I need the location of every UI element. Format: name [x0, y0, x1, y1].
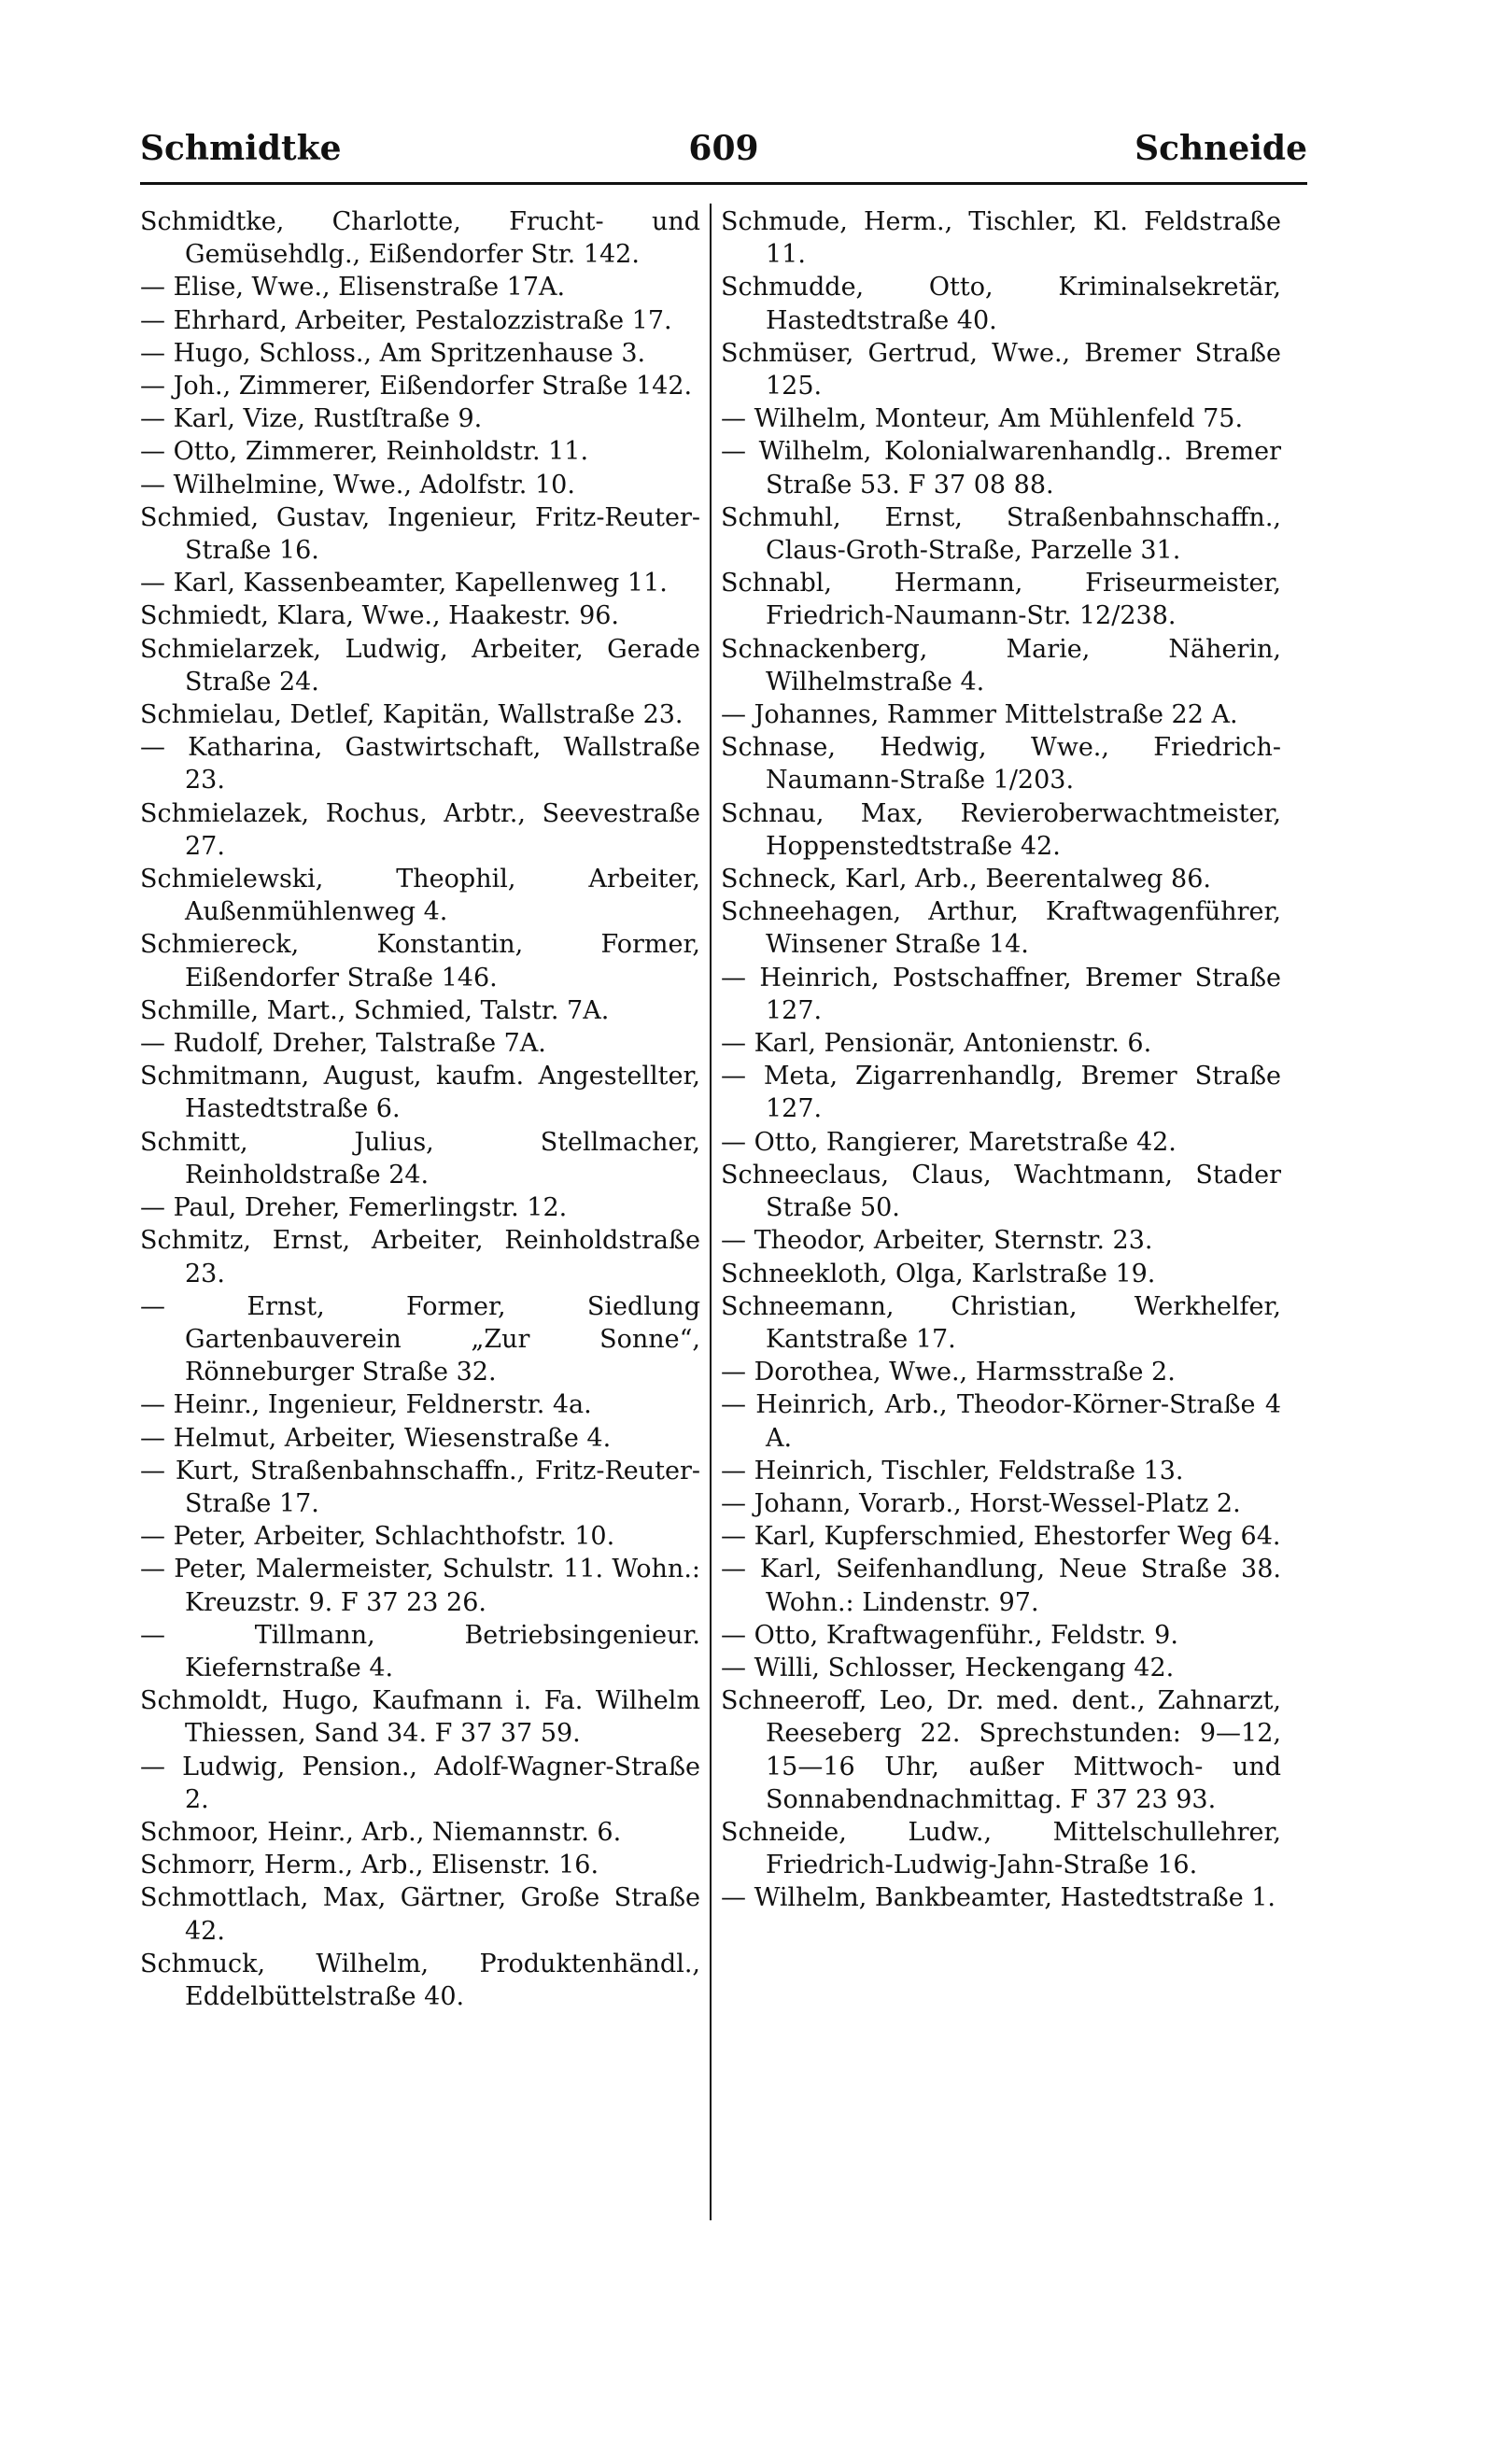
directory-entry: — Otto, Rangierer, Maretstraße 42.: [721, 1127, 1177, 1157]
directory-entry: — Paul, Dreher, Femerlingstr. 12.: [140, 1193, 568, 1223]
header-first-name: Schmidtke: [140, 129, 342, 168]
directory-entry: — Wilhelm, Monteur, Am Mühlenfeld 75.: [721, 404, 1244, 434]
directory-entry: Schneeroff, Leo, Dr. med. dent., Zahnarzt, Reeseberg 22. Sprechstunden: 9—12, 15—16 Uhr, außer Mittwoch- und Sonnabendnachmittag. F 37 23 93.: [721, 1686, 1281, 1814]
directory-entry: — Karl, Vize, Rustſtraße 9.: [140, 404, 483, 434]
directory-entry: — Dorothea, Wwe., Harmsstraße 2.: [721, 1358, 1176, 1387]
right-column: [721, 205, 1281, 1915]
directory-entry: — Otto, Kraftwagenführ., Feldstr. 9.: [721, 1620, 1178, 1650]
directory-entry: — Otto, Zimmerer, Reinholdstr. 11.: [140, 437, 589, 467]
directory-entry: — Katharina, Gastwirtschaft, Wallstraße 23.: [140, 733, 700, 796]
directory-entry: Schmuck, Wilhelm, Produktenhändl., Eddelbüttelstraße 40.: [140, 1949, 700, 2011]
directory-entry: — Rudolf, Dreher, Talstraße 7A.: [140, 1029, 546, 1059]
directory-entry: Schmudde, Otto, Kriminalsekretär, Hastedtstraße 40.: [721, 273, 1281, 335]
directory-entry: Schmitz, Ernst, Arbeiter, Reinholdstraße 23.: [140, 1226, 700, 1288]
directory-entry: Schmoldt, Hugo, Kaufmann i. Fa. Wilhelm Thiessen, Sand 34. F 37 37 59.: [140, 1686, 700, 1749]
page-number: 609: [688, 129, 759, 168]
directory-entry: Schmidtke, Charlotte, Frucht- und Gemüsehdlg., Eißendorfer Str. 142.: [140, 207, 700, 270]
directory-entry: — Joh., Zimmerer, Eißendorfer Straße 142.: [140, 372, 693, 401]
directory-entry: Schmorr, Herm., Arb., Elisenstr. 16.: [140, 1851, 599, 1880]
directory-entry: — Wilhelmine, Wwe., Adolfstr. 10.: [140, 470, 575, 500]
directory-entry: Schnackenberg, Marie, Näherin, Wilhelmstraße 4.: [721, 634, 1281, 697]
directory-entry: Schmied, Gustav, Ingenieur, Fritz-Reuter-Straße 16.: [140, 502, 700, 566]
directory-entry: Schmitt, Julius, Stellmacher, Reinholdstraße 24.: [140, 1127, 700, 1190]
directory-entry: Schnabl, Hermann, Friseurmeister, Friedrich-Naumann-Str. 12/238.: [721, 569, 1281, 631]
directory-entry: — Peter, Malermeister, Schulstr. 11. Wohn.: Kreuzstr. 9. F 37 23 26.: [140, 1555, 700, 1617]
directory-entry: — Heinrich, Arb., Theodor-Körner-Straße 4 A.: [721, 1390, 1281, 1453]
directory-entry: — Karl, Kupferschmied, Ehestorfer Weg 64.: [721, 1522, 1281, 1552]
directory-entry: Schmille, Mart., Schmied, Talstr. 7A.: [140, 995, 610, 1025]
directory-entry: Schmude, Herm., Tischler, Kl. Feldstraße 11.: [721, 207, 1281, 270]
directory-entry: — Ernst, Former, Siedlung Gartenbauverein „Zur Sonne“, Rönneburger Straße 32.: [140, 1291, 700, 1387]
directory-entry: — Karl, Seifenhandlung, Neue Straße 38. Wohn.: Lindenstr. 97.: [721, 1555, 1281, 1617]
left-column: [140, 205, 700, 2013]
header-last-name: Schneide: [1135, 129, 1307, 168]
directory-entry: — Johannes, Rammer Mittelstraße 22 A.: [721, 700, 1238, 730]
directory-entry: — Wilhelm, Kolonialwarenhandlg.. Bremer Straße 53. F 37 08 88.: [721, 437, 1281, 500]
directory-entry: — Heinrich, Tischler, Feldstraße 13.: [721, 1456, 1184, 1485]
directory-entry: Schmuhl, Ernst, Straßenbahnschaffn., Claus-Groth-Straße, Parzelle 31.: [721, 502, 1281, 566]
directory-entry: — Heinr., Ingenieur, Feldnerstr. 4a.: [140, 1390, 592, 1420]
directory-entry: — Hugo, Schloss., Am Spritzenhause 3.: [140, 338, 646, 368]
directory-entry: Schnase, Hedwig, Wwe., Friedrich-Naumann-Straße 1/203.: [721, 733, 1281, 796]
directory-entry: Schmielazek, Rochus, Arbtr., Seevestraße 27.: [140, 798, 700, 861]
directory-entry: — Theodor, Arbeiter, Sternstr. 23.: [721, 1226, 1153, 1256]
directory-entry: — Wilhelm, Bankbeamter, Hastedtstraße 1.: [721, 1883, 1276, 1913]
directory-entry: Schmielarzek, Ludwig, Arbeiter, Gerade Straße 24.: [140, 634, 700, 697]
directory-entry: Schmitmann, August, kaufm. Angestellter, Hastedtstraße 6.: [140, 1062, 700, 1124]
column-divider: [710, 204, 712, 2220]
directory-entry: — Ehrhard, Arbeiter, Pestalozzistraße 17.: [140, 305, 672, 335]
directory-entry: Schmiedt, Klara, Wwe., Haakestr. 96.: [140, 601, 620, 631]
directory-entry: — Meta, Zigarrenhandlg, Bremer Straße 127.: [721, 1062, 1281, 1124]
directory-entry: — Elise, Wwe., Elisenstraße 17A.: [140, 273, 566, 303]
directory-entry: — Peter, Arbeiter, Schlachthofstr. 10.: [140, 1522, 615, 1552]
directory-entry: Schneide, Ludw., Mittelschullehrer, Friedrich-Ludwig-Jahn-Straße 16.: [721, 1817, 1281, 1880]
directory-entry: Schneeclaus, Claus, Wachtmann, Stader Straße 50.: [721, 1160, 1281, 1223]
directory-entry: Schmielau, Detlef, Kapitän, Wallstraße 23.: [140, 700, 684, 730]
directory-entry: — Helmut, Arbeiter, Wiesenstraße 4.: [140, 1423, 612, 1453]
directory-entry: Schmielewski, Theophil, Arbeiter, Außenmühlenweg 4.: [140, 865, 700, 927]
header-rule: [140, 182, 1307, 185]
directory-entry: — Johann, Vorarb., Horst-Wessel-Platz 2.: [721, 1488, 1241, 1518]
directory-entry: — Karl, Kassenbeamter, Kapellenweg 11.: [140, 569, 668, 598]
directory-entry: — Willi, Schlosser, Heckengang 42.: [721, 1653, 1175, 1683]
directory-entry: Schnau, Max, Revieroberwachtmeister, Hoppenstedtstraße 42.: [721, 798, 1281, 861]
directory-entry: — Kurt, Straßenbahnschaffn., Fritz-Reuter-Straße 17.: [140, 1456, 700, 1518]
directory-entry: Schmüser, Gertrud, Wwe., Bremer Straße 125.: [721, 338, 1281, 401]
directory-entry: Schneemann, Christian, Werkhelfer, Kantstraße 17.: [721, 1291, 1281, 1354]
directory-entry: Schmiereck, Konstantin, Former, Eißendorfer Straße 146.: [140, 930, 700, 993]
directory-entry: Schmottlach, Max, Gärtner, Große Straße 42.: [140, 1883, 700, 1946]
directory-entry: — Karl, Pensionär, Antonienstr. 6.: [721, 1029, 1152, 1059]
directory-entry: — Ludwig, Pension., Adolf-Wagner-Straße 2.: [140, 1752, 700, 1814]
directory-entry: Schneekloth, Olga, Karlstraße 19.: [721, 1259, 1156, 1288]
directory-entry: Schneehagen, Arthur, Kraftwagenführer, Winsener Straße 14.: [721, 897, 1281, 960]
directory-entry: — Heinrich, Postschaffner, Bremer Straße 127.: [721, 963, 1281, 1025]
directory-entry: Schneck, Karl, Arb., Beerentalweg 86.: [721, 865, 1211, 894]
directory-entry: Schmoor, Heinr., Arb., Niemannstr. 6.: [140, 1817, 622, 1847]
directory-entry: — Tillmann, Betriebsingenieur. Kiefernstraße 4.: [140, 1620, 700, 1683]
running-header: [140, 129, 1307, 181]
